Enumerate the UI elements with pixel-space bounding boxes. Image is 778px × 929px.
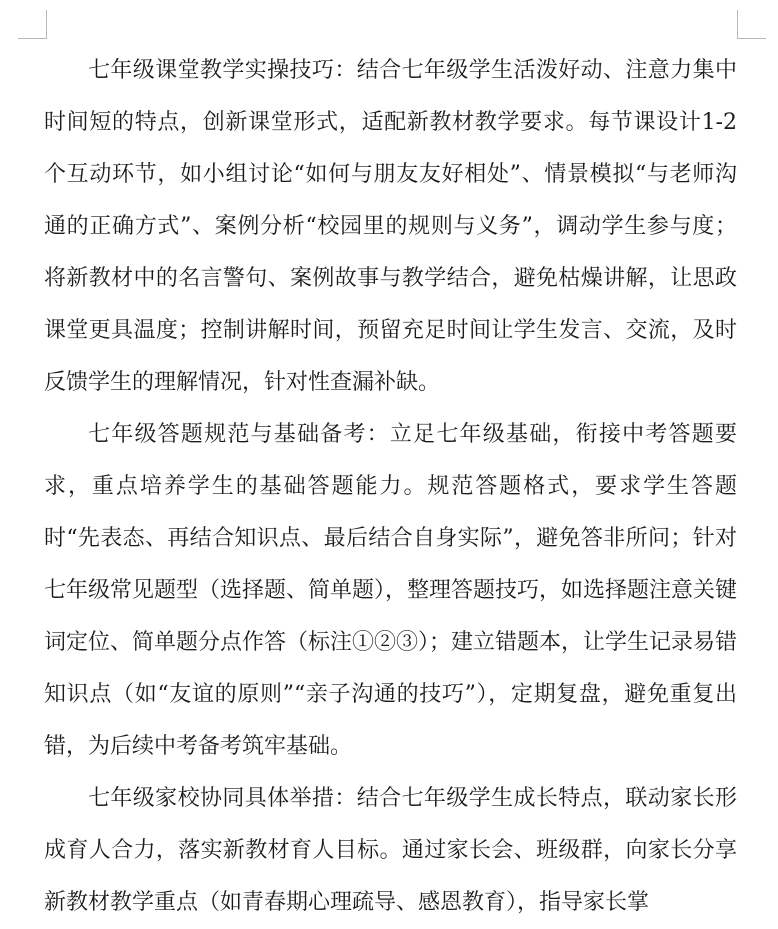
crop-mark-top-right <box>737 10 766 39</box>
document-body[interactable] <box>44 45 737 929</box>
paragraph-home-school-cooperation[interactable]: 七年级家校协同具体举措：结合七年级学生成长特点，联动家长形成育人合力，落实新教材育人目标。通过家长会、班级群，向家长分享新教材教学重点（如青春期心理疏导、感恩教育），指导家长掌 <box>44 786 737 915</box>
crop-mark-top-left <box>18 10 47 39</box>
paragraph-answer-standards[interactable]: 七年级答题规范与基础备考：立足七年级基础，衔接中考答题要求，重点培养学生的基础答题能力。规范答题格式，要求学生答题时“先表态、再结合知识点、最后结合自身实际”，避免答非所问；针对七年级常见题型（选择题、简单题），整理答题技巧，如选择题注意关键词定位、简单题分点作答（标注①②③）；建立错题本，让学生记录易错知识点（如“友谊的原则”“亲子沟通的技巧”），定期复盘，避免重复出错，为后续中考备考筑牢基础。 <box>44 422 738 759</box>
paragraph-classroom-techniques[interactable]: 七年级课堂教学实操技巧：结合七年级学生活泼好动、注意力集中时间短的特点，创新课堂形式，适配新教材教学要求。每节课设计1-2个互动环节，如小组讨论“如何与朋友友好相处”、情景模拟“与老师沟通的正确方式”、案例分析“校园里的规则与义务”，调动学生参与度；将新教材中的名言警句、案例故事与教学结合，避免枯燥讲解，让思政课堂更具温度；控制讲解时间，预留充足时间让学生发言、交流，及时反馈学生的理解情况，针对性查漏补缺。 <box>44 58 737 395</box>
